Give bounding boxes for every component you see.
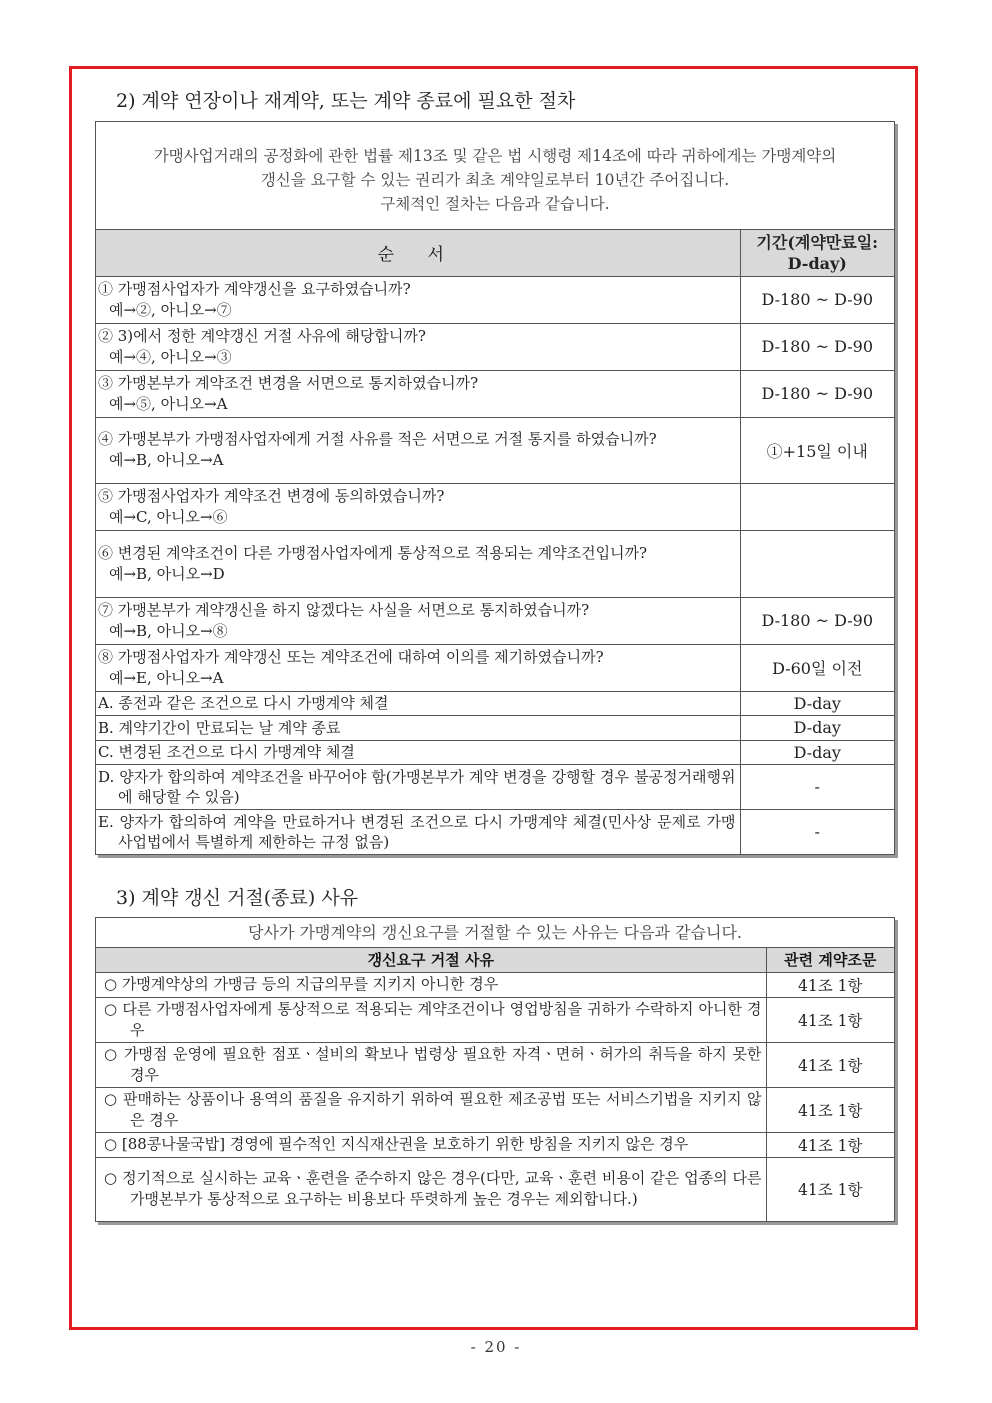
reason-text: ○ 판매하는 상품이나 용역의 품질을 유지하기 위하여 필요한 제조공법 또는 서비스기법을 지키지 않은 경우	[104, 1089, 762, 1129]
step-period	[740, 530, 894, 597]
step-period	[740, 483, 894, 530]
reason-text: ○ 정기적으로 실시하는 교육ㆍ훈련을 준수하지 않은 경우(다만, 교육ㆍ훈련 비용이 같은 업종의 다른 가맹본부가 통상적으로 요구하는 비용보다 뚜렷하게 높은 경우는 제외합니다.)	[104, 1169, 762, 1209]
reason-clause: 41조 1항	[766, 1157, 894, 1221]
result-row	[96, 691, 894, 715]
header-period-line1: 기간(계약만료일:	[756, 232, 879, 252]
step-answer: 예→B, 아니오→D	[109, 564, 225, 583]
refusal-intro: 당사가 가맹계약의 갱신요구를 거절할 수 있는 사유는 다음과 같습니다.	[96, 918, 894, 948]
reason-row	[96, 1042, 894, 1087]
reason-row	[96, 1087, 894, 1132]
result-period: D-day	[740, 691, 894, 715]
step-answer: 예→⑤, 아니오→A	[109, 394, 228, 413]
result-row	[96, 809, 894, 854]
step-question: ⑤ 가맹점사업자가 계약조건 변경에 동의하였습니까?	[98, 486, 445, 505]
reason-text: ○ [88콩나물국밥] 경영에 필수적인 지식재산권을 보호하기 위한 방침을 지키지 않은 경우	[104, 1135, 689, 1153]
header-period-line2: D-day)	[787, 253, 847, 273]
result-text: B. 계약기간이 만료되는 날 계약 종료	[96, 715, 740, 740]
section2-title: 2) 계약 연장이나 재계약, 또는 계약 종료에 필요한 절차	[116, 90, 576, 112]
renewal-intro	[96, 122, 894, 230]
reason-row	[96, 1157, 894, 1221]
intro-line-1: 가맹사업거래의 공정화에 관한 법률 제13조 및 같은 법 시행령 제14조에 따라 귀하에게는 가맹계약의	[153, 147, 837, 165]
procedure-step-row	[96, 644, 894, 691]
procedure-step-row	[96, 530, 894, 597]
header-reason: 갱신요구 거절 사유	[96, 948, 766, 972]
reason-row	[96, 972, 894, 997]
step-period: D-180 ~ D-90	[740, 370, 894, 417]
page-number: - 20 -	[470, 1338, 522, 1356]
reason-clause: 41조 1항	[766, 972, 894, 997]
section3-title: 3) 계약 갱신 거절(종료) 사유	[116, 887, 359, 909]
step-period: ①+15일 이내	[740, 417, 894, 483]
step-period: D-180 ~ D-90	[740, 323, 894, 370]
result-text: D. 양자가 합의하여 계약조건을 바꾸어야 함(가맹본부가 계약 변경을 강행할 경우 불공정거래행위에 해당할 수 있음)	[98, 767, 736, 806]
step-question: ⑧ 가맹점사업자가 계약갱신 또는 계약조건에 대하여 이의를 제기하였습니까?	[98, 647, 604, 666]
result-period: -	[740, 809, 894, 854]
procedure-step-row	[96, 597, 894, 644]
reason-clause: 41조 1항	[766, 997, 894, 1042]
result-period: -	[740, 764, 894, 809]
intro-line-2: 갱신을 요구할 수 있는 권리가 최초 계약일로부터 10년간 주어집니다.	[260, 171, 730, 189]
step-question: ④ 가맹본부가 가맹점사업자에게 거절 사유를 적은 서면으로 거절 통지를 하였습니까?	[98, 430, 657, 448]
step-answer: 예→②, 아니오→⑦	[109, 300, 232, 319]
reason-text: ○ 가맹계약상의 가맹금 등의 지급의무를 지키지 아니한 경우	[104, 975, 499, 993]
step-question: ③ 가맹본부가 계약조건 변경을 서면으로 통지하였습니까?	[98, 373, 479, 392]
header-clause: 관련 계약조문	[766, 948, 894, 972]
refusal-reasons-box	[95, 917, 895, 1222]
procedure-table	[96, 230, 894, 854]
procedure-step-row	[96, 483, 894, 530]
step-period: D-180 ~ D-90	[740, 276, 894, 323]
result-text: E. 양자가 합의하여 계약을 만료하거나 변경된 조건으로 다시 가맹계약 체결(민사상 문제로 가맹사업법에서 특별하게 제한하는 규정 없음)	[98, 812, 736, 851]
step-question: ⑦ 가맹본부가 계약갱신을 하지 않겠다는 사실을 서면으로 통지하였습니까?	[98, 600, 590, 619]
procedure-step-row	[96, 276, 894, 323]
step-question: ② 3)에서 정한 계약갱신 거절 사유에 해당합니까?	[98, 326, 426, 345]
result-period: D-day	[740, 740, 894, 764]
renewal-procedure-box	[95, 121, 895, 855]
step-answer: 예→E, 아니오→A	[109, 668, 224, 687]
result-text: A. 종전과 같은 조건으로 다시 가맹계약 체결	[96, 691, 740, 715]
step-question: ⑥ 변경된 계약조건이 다른 가맹점사업자에게 통상적으로 적용되는 계약조건입니까?	[98, 543, 648, 562]
reason-text: ○ 가맹점 운영에 필요한 점포ㆍ설비의 확보나 법령상 필요한 자격ㆍ면허ㆍ허가의 취득을 하지 못한 경우	[104, 1044, 762, 1084]
result-period: D-day	[740, 715, 894, 740]
refusal-reasons-table	[96, 948, 894, 1221]
step-period: D-60일 이전	[740, 644, 894, 691]
step-answer: 예→C, 아니오→⑥	[109, 507, 228, 526]
step-question: ① 가맹점사업자가 계약갱신을 요구하였습니까?	[98, 279, 411, 298]
result-row	[96, 764, 894, 809]
step-period: D-180 ~ D-90	[740, 597, 894, 644]
procedure-step-row	[96, 323, 894, 370]
result-row	[96, 715, 894, 740]
reason-clause: 41조 1항	[766, 1132, 894, 1157]
step-answer: 예→B, 아니오→A	[109, 451, 224, 469]
result-text: C. 변경된 조건으로 다시 가맹계약 체결	[96, 740, 740, 764]
step-answer: 예→B, 아니오→⑧	[109, 621, 228, 640]
procedure-step-row	[96, 370, 894, 417]
reason-clause: 41조 1항	[766, 1087, 894, 1132]
step-answer: 예→④, 아니오→③	[109, 347, 232, 366]
reason-clause: 41조 1항	[766, 1042, 894, 1087]
header-order: 순 서	[96, 230, 740, 276]
intro-line-3: 구체적인 절차는 다음과 같습니다.	[380, 195, 610, 213]
reason-text: ○ 다른 가맹점사업자에게 통상적으로 적용되는 계약조건이나 영업방침을 귀하가 수락하지 아니한 경우	[104, 999, 762, 1039]
procedure-step-row	[96, 417, 894, 483]
reason-row	[96, 997, 894, 1042]
result-row	[96, 740, 894, 764]
reason-row	[96, 1132, 894, 1157]
header-period	[740, 230, 894, 276]
